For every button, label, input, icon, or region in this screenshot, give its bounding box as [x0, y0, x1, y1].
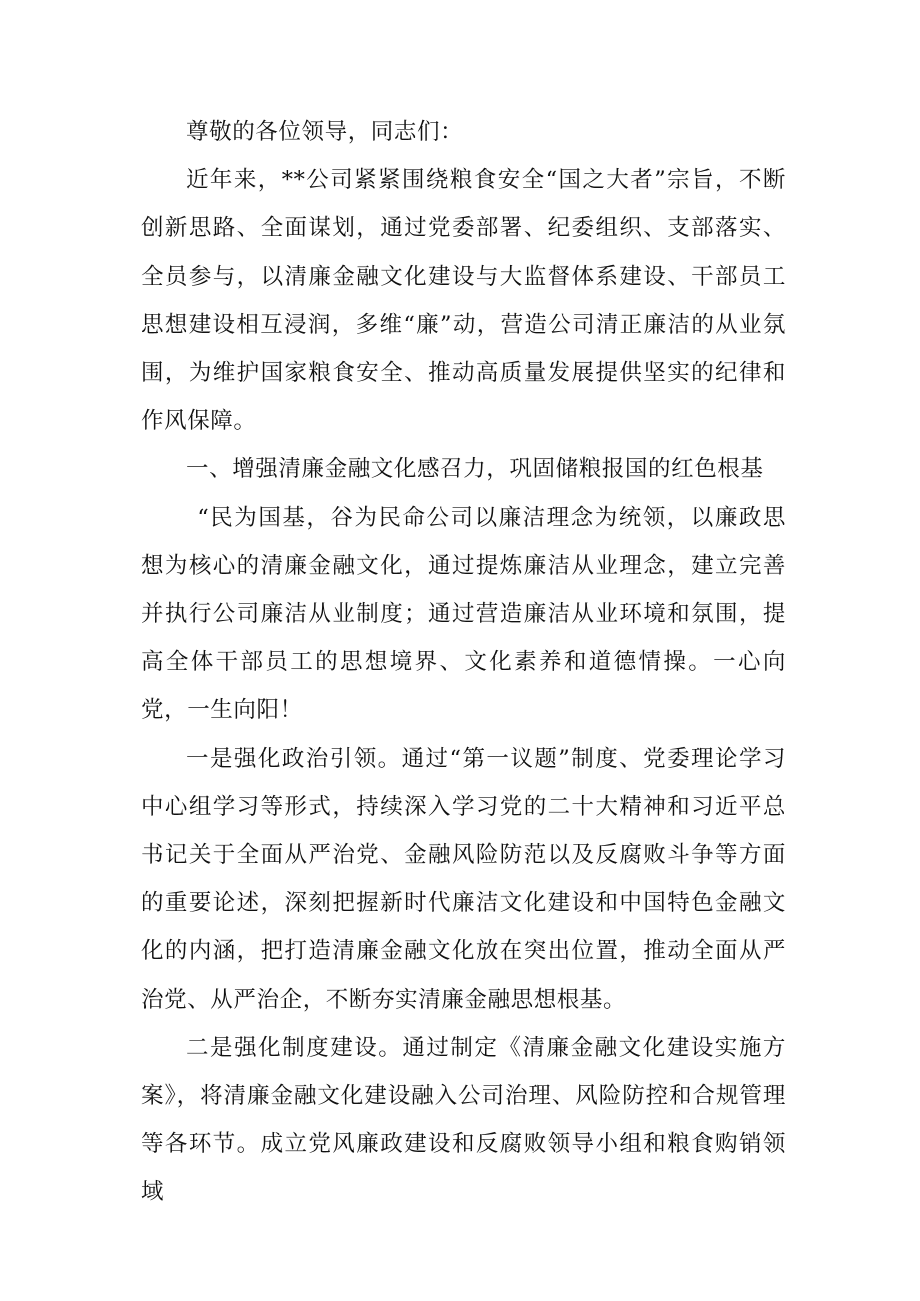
- section-heading-1: 一、增强清廉金融文化感召力，巩固储粮报国的红色根基: [186, 456, 764, 483]
- intro-paragraph: 近年来，**公司紧紧围绕粮食安全“国之大者”宗旨，不断创新思路、全面谋划，通过党委部署、纪委组织、支部落实、全员参与，以清廉金融文化建设与大监督体系建设、干部员工思想建设相互浸润，多维“廉”动，营造公司清正廉洁的从业氛围，为维护国家粮食安全、推动高质量发展提供坚实的纪律和作风保障。: [141, 167, 786, 435]
- point-1-paragraph: 一是强化政治引领。通过“第一议题”制度、党委理论学习中心组学习等形式，持续深入学习党的二十大精神和习近平总书记关于全面从严治党、金融风险防范以及反腐败斗争等方面的重要论述，深刻把握新时代廉洁文化建设和中国特色金融文化的内涵，把打造清廉金融文化放在突出位置，推动全面从严治党、从严治企，不断夯实清廉金融思想根基。: [141, 745, 786, 1013]
- section-1-paragraph: “民为国基，谷为民命公司以廉洁理念为统领，以廉政思想为核心的清廉金融文化，通过提炼廉洁从业理念，建立完善并执行公司廉洁从业制度；通过营造廉洁从业环境和氛围，提高全体干部员工的思想境界、文化素养和道德情操。一心向党，一生向阳！: [141, 504, 786, 724]
- salutation: 尊敬的各位领导，同志们：: [186, 119, 464, 145]
- document-page: [141, 108, 786, 1217]
- point-2-paragraph: 二是强化制度建设。通过制定《清廉金融文化建设实施方案》，将清廉金融文化建设融入公司治理、风险防控和合规管理等各环节。成立党风廉政建设和反腐败领导小组和粮食购销领域: [141, 1034, 786, 1206]
